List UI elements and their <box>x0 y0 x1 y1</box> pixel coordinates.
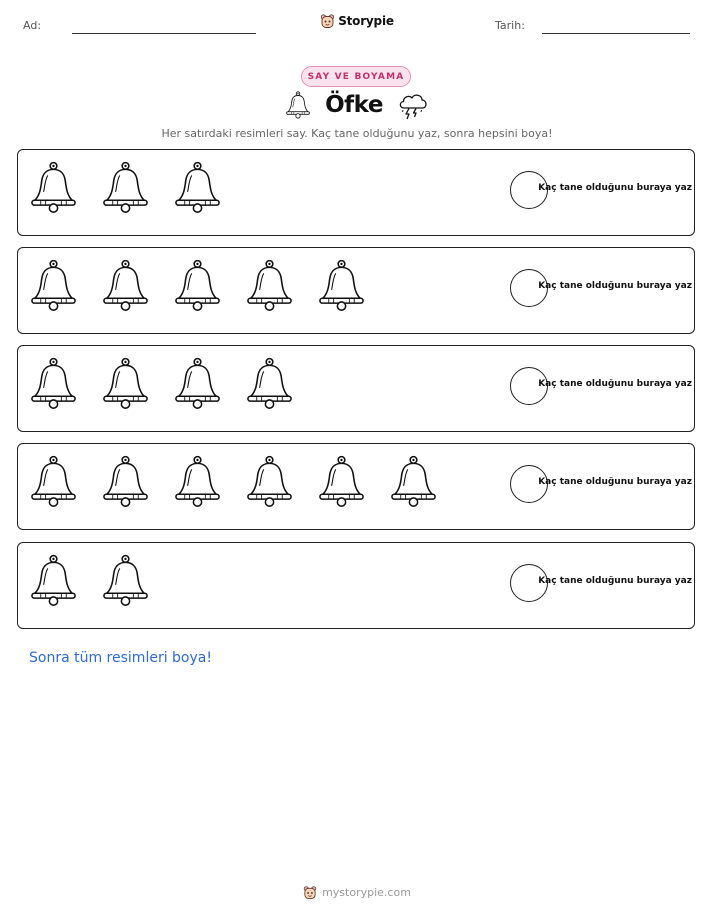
bell-group <box>29 161 222 214</box>
counting-row-5 <box>17 542 695 629</box>
bell-icon <box>101 455 150 508</box>
coloring-note: Sonra tüm resimleri boya! <box>29 650 212 666</box>
bell-icon <box>173 455 222 508</box>
bell-icon <box>173 357 222 410</box>
bell-icon <box>245 259 294 312</box>
name-line <box>72 33 256 34</box>
date-label: Tarih: <box>495 19 525 32</box>
bell-group <box>29 455 438 508</box>
counting-row-4 <box>17 443 695 530</box>
bell-group <box>29 554 150 607</box>
bell-icon <box>317 455 366 508</box>
bell-group <box>29 357 294 410</box>
instructions: Her satırdaki resimleri say. Kaç tane olduğunu yaz, sonra hepsini boya! <box>161 127 553 140</box>
answer-label: Kaç tane olduğunu buraya yaz <box>538 379 692 389</box>
worksheet-title: Öfke <box>325 92 383 118</box>
bell-icon <box>29 161 78 214</box>
title-row <box>0 90 714 120</box>
storypie-logo <box>0 13 714 29</box>
answer-label: Kaç tane olduğunu buraya yaz <box>538 281 692 291</box>
answer-label: Kaç tane olduğunu buraya yaz <box>538 477 692 487</box>
footer-brand <box>0 885 714 900</box>
name-label: Ad: <box>23 19 42 32</box>
bell-icon <box>173 161 222 214</box>
bell-icon <box>101 161 150 214</box>
counting-row-3 <box>17 345 695 432</box>
bell-icon <box>29 357 78 410</box>
bell-icon <box>173 259 222 312</box>
bell-icon <box>101 357 150 410</box>
storm-cloud-icon <box>397 90 429 120</box>
answer-label: Kaç tane olduğunu buraya yaz <box>538 183 692 193</box>
bell-group <box>29 259 366 312</box>
bell-icon <box>29 259 78 312</box>
storypie-mascot-icon <box>320 13 335 29</box>
bell-icon <box>389 455 438 508</box>
brand-name: Storypie <box>338 14 394 28</box>
activity-badge: SAY VE BOYAMA <box>301 66 411 87</box>
bell-icon <box>29 554 78 607</box>
bell-icon <box>245 357 294 410</box>
bell-icon <box>317 259 366 312</box>
date-line <box>542 33 690 34</box>
footer-url: mystorypie.com <box>322 886 411 899</box>
bell-icon <box>245 455 294 508</box>
bell-icon <box>285 91 311 119</box>
bell-icon <box>101 554 150 607</box>
counting-row-1 <box>17 149 695 236</box>
bell-icon <box>29 455 78 508</box>
bell-icon <box>101 259 150 312</box>
answer-label: Kaç tane olduğunu buraya yaz <box>538 576 692 586</box>
storypie-mascot-icon <box>303 885 317 900</box>
counting-row-2 <box>17 247 695 334</box>
